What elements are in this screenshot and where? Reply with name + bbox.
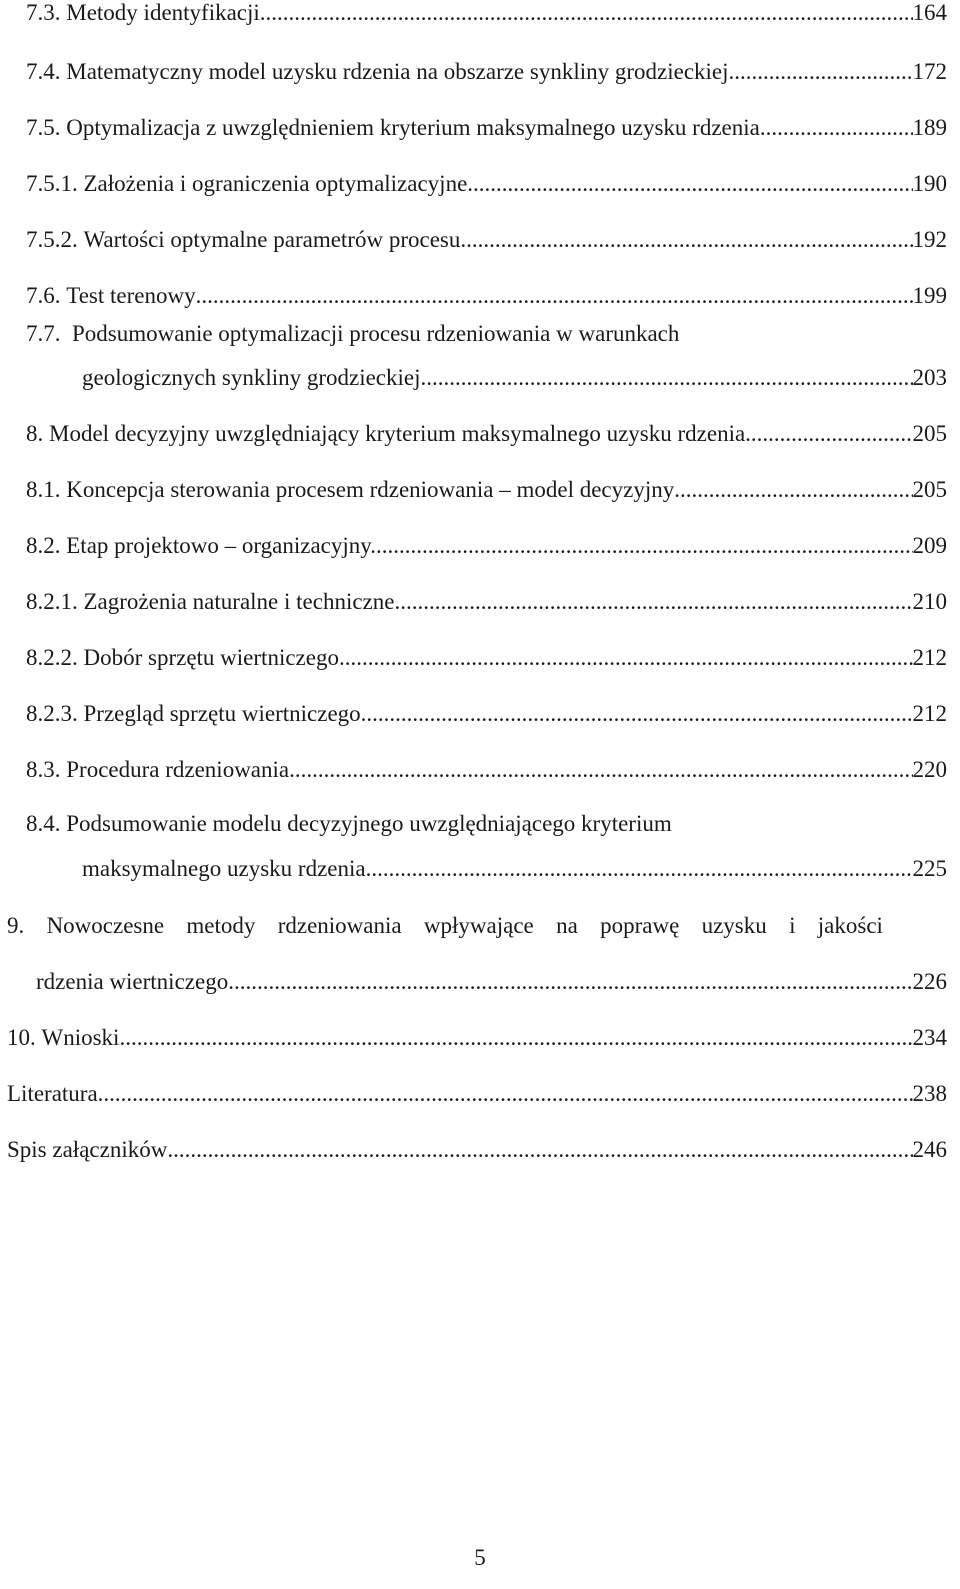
toc-entry[interactable] <box>26 698 947 730</box>
toc-entry-number: 8.1. <box>26 477 61 502</box>
toc-entry-title: Test terenowy <box>66 283 196 308</box>
toc-entry-page: 190 <box>912 171 947 196</box>
toc-entry[interactable] <box>7 1134 947 1166</box>
toc-entry-number: 8.4. <box>26 811 61 836</box>
toc-entry-title: Zagrożenia naturalne i techniczne <box>83 589 395 614</box>
toc-entry[interactable] <box>26 280 947 312</box>
toc-entry-page: 205 <box>912 421 947 446</box>
toc-leader-dots <box>196 280 913 312</box>
toc-entry[interactable] <box>26 474 947 506</box>
toc-entry-title: Koncepcja sterowania procesem rdzeniowania – model decyzyjny <box>66 477 675 502</box>
toc-entry-word: i <box>789 913 796 938</box>
toc-entry-word: jakości <box>817 913 883 938</box>
toc-entry-page: 226 <box>912 969 947 994</box>
toc-entry-page: 238 <box>912 1081 947 1106</box>
toc-entry[interactable] <box>26 0 947 29</box>
toc-leader-dots <box>376 530 912 562</box>
toc-entry-first-line[interactable] <box>26 808 672 840</box>
toc-leader-dots <box>460 224 912 256</box>
toc-entry-page: 246 <box>912 1137 947 1162</box>
toc-entry[interactable] <box>26 224 947 256</box>
toc-entry-page: 212 <box>912 645 947 670</box>
toc-entry-number: 9. <box>7 913 25 938</box>
toc-entry-number: 8.2.2. <box>26 645 78 670</box>
toc-entry-number: 8.2. <box>26 533 61 558</box>
toc-entry-title: Literatura <box>7 1081 98 1106</box>
toc-entry-page: 212 <box>912 701 947 726</box>
toc-entry-number: 8.2.1. <box>26 589 78 614</box>
toc-entry-title: Model decyzyjny uwzględniający kryterium maksymalnego uzysku rdzenia <box>49 421 746 446</box>
toc-leader-dots <box>167 1134 912 1166</box>
toc-entry-title: Procedura rdzeniowania <box>66 757 290 782</box>
toc-entry[interactable] <box>26 112 947 144</box>
toc-entry-page: 210 <box>912 589 947 614</box>
toc-leader-dots <box>339 642 913 674</box>
toc-entry[interactable] <box>26 56 947 88</box>
toc-entry-page: 225 <box>912 856 947 881</box>
toc-entry[interactable] <box>82 362 947 394</box>
toc-entry[interactable] <box>26 642 947 674</box>
toc-entry-number: 7.7. <box>26 321 61 346</box>
toc-entry[interactable] <box>7 1022 947 1054</box>
toc-entry-title: Metody identyfikacji <box>66 0 260 25</box>
toc-entry[interactable] <box>82 853 947 885</box>
toc-entry-title: Wnioski <box>41 1025 120 1050</box>
toc-entry-word: Nowoczesne <box>46 913 165 938</box>
toc-entry-title-continued: rdzenia wiertniczego. <box>36 969 234 994</box>
toc-entry[interactable] <box>36 966 947 998</box>
toc-entry-page: 203 <box>912 365 947 390</box>
toc-entry-page: 205 <box>912 477 947 502</box>
toc-entry[interactable] <box>26 418 947 450</box>
toc-entry-number: 7.3. <box>26 0 61 25</box>
toc-leader-dots <box>366 853 913 885</box>
toc-entry-title: Dobór sprzętu wiertniczego <box>83 645 339 670</box>
toc-leader-dots <box>421 362 913 394</box>
toc-leader-dots <box>674 474 912 506</box>
toc-leader-dots <box>260 0 913 29</box>
toc-entry-page: 192 <box>912 227 947 252</box>
toc-entry-title: Podsumowanie modelu decyzyjnego uwzględniającego kryterium <box>66 811 672 836</box>
toc-entry-title: Optymalizacja z uwzględnieniem kryterium maksymalnego uzysku rdzenia <box>66 115 760 140</box>
toc-entry-title-continued: maksymalnego uzysku rdzenia <box>82 856 366 881</box>
toc-entry-page: 234 <box>912 1025 947 1050</box>
toc-entry-page: 164 <box>912 0 947 25</box>
toc-leader-dots <box>289 754 912 786</box>
toc-leader-dots <box>394 586 912 618</box>
toc-leader-dots <box>98 1078 913 1110</box>
toc-entry-first-line[interactable] <box>26 318 679 350</box>
toc-entry-number: 8. <box>26 421 44 446</box>
toc-entry[interactable] <box>26 530 947 562</box>
toc-entry-page: 189 <box>912 115 947 140</box>
toc-entry-first-line[interactable] <box>7 910 883 942</box>
toc-entry-number: 8.3. <box>26 757 61 782</box>
toc-entry-page: 172 <box>912 59 947 84</box>
toc-entry-number: 7.6. <box>26 283 61 308</box>
toc-entry-title: Spis załączników <box>7 1137 168 1162</box>
toc-leader-dots <box>467 168 912 200</box>
toc-entry-number: 7.5.2. <box>26 227 78 252</box>
toc-leader-dots <box>745 418 912 450</box>
toc-entry[interactable] <box>26 168 947 200</box>
toc-entry-number: 8.2.3. <box>26 701 78 726</box>
toc-entry-word: rdzeniowania <box>277 913 402 938</box>
toc-entry-title: Wartości optymalne parametrów procesu <box>83 227 461 252</box>
toc-leader-dots <box>119 1022 912 1054</box>
toc-entry-title: Etap projektowo – organizacyjny. <box>66 533 377 558</box>
toc-entry-page: 199 <box>912 283 947 308</box>
toc-leader-dots <box>734 56 912 88</box>
toc-entry-number: 7.5.1. <box>26 171 78 196</box>
toc-entry[interactable] <box>26 586 947 618</box>
toc-entry-word: uzysku <box>701 913 767 938</box>
toc-entry[interactable] <box>7 1078 947 1110</box>
toc-entry-word: na <box>556 913 578 938</box>
toc-leader-dots <box>760 112 913 144</box>
toc-entry-number: 7.5. <box>26 115 61 140</box>
toc-entry-number: 7.4. <box>26 59 61 84</box>
toc-entry-title-continued: geologicznych synkliny grodzieckiej <box>82 365 421 390</box>
toc-entry-word: poprawę <box>600 913 680 938</box>
toc-entry-title: Przegląd sprzętu wiertniczego. <box>83 701 367 726</box>
page-number: 5 <box>474 1545 486 1570</box>
toc-entry-title: Założenia i ograniczenia optymalizacyjne <box>83 171 468 196</box>
toc-entry-number: 10. <box>7 1025 36 1050</box>
toc-entry-title: Matematyczny model uzysku rdzenia na obszarze synkliny grodzieckiej. <box>66 59 735 84</box>
toc-entry-word: metody <box>186 913 256 938</box>
toc-leader-dots <box>234 966 913 998</box>
toc-leader-dots <box>366 698 912 730</box>
toc-entry-page: 209 <box>912 533 947 558</box>
toc-entry-page: 220 <box>912 757 947 782</box>
toc-entry-word: wpływające <box>423 913 534 938</box>
toc-entry-title: Podsumowanie optymalizacji procesu rdzeniowania w warunkach <box>72 321 680 346</box>
toc-entry[interactable] <box>26 754 947 786</box>
